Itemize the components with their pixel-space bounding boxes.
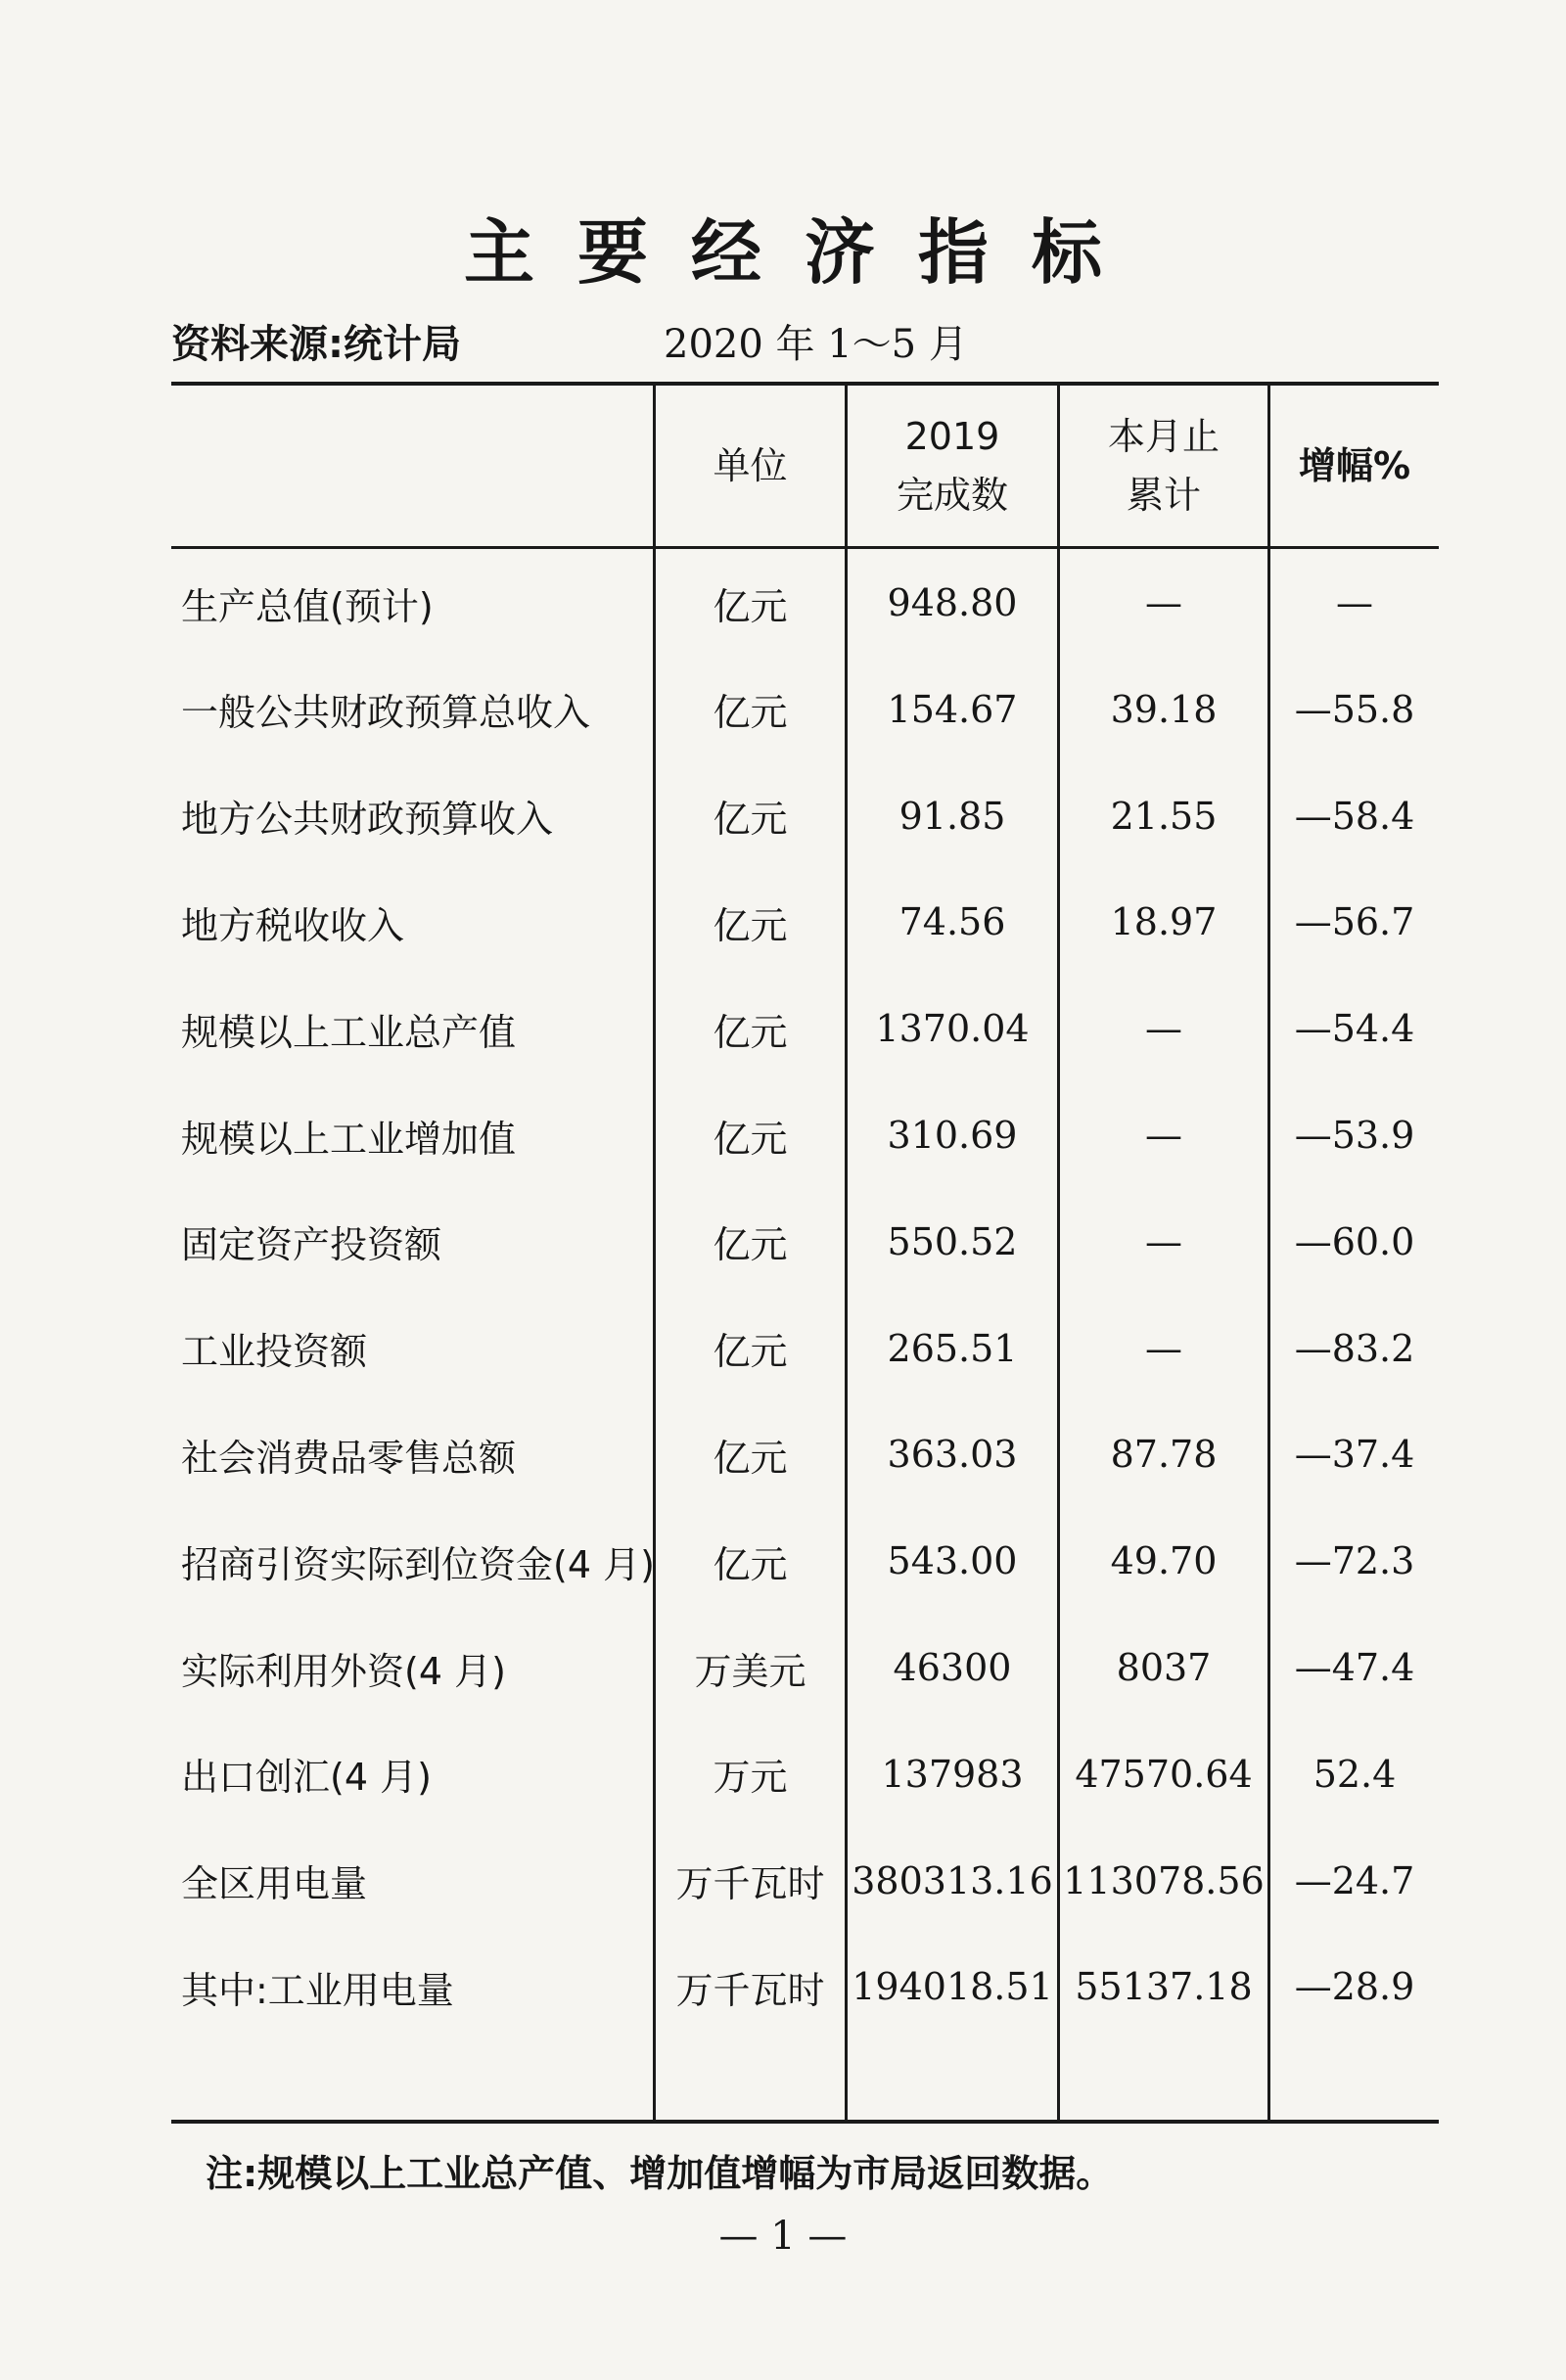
row-unit: 万元 (713, 1756, 788, 1800)
table-row (171, 1296, 1439, 1401)
row-increase-value: —37.4 (1294, 1433, 1415, 1477)
row-unit: 万千瓦时 (675, 1862, 825, 1906)
table-row (171, 1615, 1439, 1720)
row-unit: 万千瓦时 (675, 1968, 825, 2012)
row-increase-value: —58.4 (1294, 794, 1415, 838)
report-period: 2020 年 1～5 月 (664, 322, 968, 367)
page-title: 主要经济指标 (463, 210, 1145, 294)
row-name: 规模以上工业增加值 (181, 1117, 517, 1161)
row-name: 社会消费品零售总额 (181, 1436, 517, 1480)
row-unit: 亿元 (713, 1436, 788, 1480)
row-name: 实际利用外资(4 月) (181, 1649, 506, 1693)
row-2019-value: 550.52 (887, 1219, 1018, 1263)
row-cumulative-value: — (1145, 1114, 1182, 1157)
data-source: 资料来源:统计局 (171, 322, 461, 367)
row-name: 出口创汇(4 月) (181, 1756, 432, 1800)
row-2019-value: 194018.51 (852, 1965, 1053, 2009)
indicators-table (171, 382, 1439, 2124)
row-name: 工业投资额 (181, 1330, 368, 1374)
row-increase-value: —28.9 (1294, 1965, 1415, 2009)
row-name: 全区用电量 (181, 1862, 368, 1906)
row-increase-value: —56.7 (1294, 900, 1415, 944)
row-name: 地方税收收入 (181, 903, 405, 947)
row-2019-value: 363.03 (887, 1433, 1018, 1477)
row-2019-value: 948.80 (887, 581, 1018, 624)
table-row (171, 1828, 1439, 1934)
header-2019-completed (848, 386, 1057, 546)
row-2019-value: 91.85 (898, 794, 1006, 838)
table-row (171, 976, 1439, 1081)
table-row (171, 869, 1439, 975)
row-2019-value: 380313.16 (852, 1858, 1053, 1902)
row-2019-value: 74.56 (898, 900, 1006, 944)
row-cumulative-value: 18.97 (1110, 900, 1218, 944)
row-unit: 亿元 (713, 1117, 788, 1161)
row-unit: 亿元 (713, 584, 788, 628)
table-bottom-rule (171, 2120, 1439, 2124)
row-cumulative-value: — (1145, 1326, 1182, 1370)
row-2019-value: 46300 (893, 1646, 1012, 1689)
row-cumulative-value: — (1145, 581, 1182, 624)
header-cumulative-line1: 本月止 (1107, 415, 1220, 458)
row-cumulative-value: 49.70 (1110, 1539, 1218, 1583)
row-name: 固定资产投资额 (181, 1223, 442, 1267)
row-increase-value: —60.0 (1294, 1219, 1415, 1263)
row-cumulative-value: 21.55 (1110, 794, 1218, 838)
table-row (171, 550, 1439, 656)
row-increase-value: —53.9 (1294, 1114, 1415, 1157)
row-name: 规模以上工业总产值 (181, 1010, 517, 1054)
row-cumulative-value: 47570.64 (1075, 1752, 1253, 1796)
row-increase-value: — (1336, 581, 1373, 624)
header-unit: 单位 (713, 444, 788, 487)
row-2019-value: 1370.04 (875, 1007, 1030, 1051)
header-2019-line2: 完成数 (896, 474, 1008, 517)
table-header-rule (171, 546, 1439, 549)
row-name: 招商引资实际到位资金(4 月) (181, 1542, 655, 1586)
table-row (171, 1508, 1439, 1614)
row-increase-value: —55.8 (1294, 687, 1415, 731)
table-row (171, 657, 1439, 762)
row-2019-value: 154.67 (887, 687, 1018, 731)
table-row (171, 1934, 1439, 2039)
row-increase-value: 52.4 (1313, 1752, 1397, 1796)
table-row (171, 1401, 1439, 1507)
row-increase-value: —83.2 (1294, 1326, 1415, 1370)
header-2019-line1: 2019 (904, 415, 1000, 458)
row-increase-value: —54.4 (1294, 1007, 1415, 1051)
table-row (171, 1189, 1439, 1295)
row-increase-value: —24.7 (1294, 1858, 1415, 1902)
table-row (171, 1082, 1439, 1188)
header-increase: 增幅% (1298, 444, 1411, 487)
row-name: 地方公共财政预算收入 (181, 798, 554, 842)
row-cumulative-value: 113078.56 (1063, 1858, 1265, 1902)
row-name: 其中:工业用电量 (181, 1968, 454, 2012)
table-row (171, 763, 1439, 869)
row-unit: 亿元 (713, 691, 788, 735)
row-name: 一般公共财政预算总收入 (181, 691, 591, 735)
row-unit: 亿元 (713, 903, 788, 947)
page-number: — 1 — (718, 2214, 848, 2259)
row-2019-value: 137983 (881, 1752, 1024, 1796)
row-2019-value: 543.00 (887, 1539, 1018, 1583)
row-cumulative-value: 87.78 (1110, 1433, 1218, 1477)
row-name: 生产总值(预计) (181, 584, 434, 628)
row-unit: 亿元 (713, 798, 788, 842)
row-unit: 万美元 (694, 1649, 806, 1693)
row-cumulative-value: 39.18 (1110, 687, 1218, 731)
row-cumulative-value: — (1145, 1219, 1182, 1263)
row-increase-value: —72.3 (1294, 1539, 1415, 1583)
row-unit: 亿元 (713, 1223, 788, 1267)
row-unit: 亿元 (713, 1330, 788, 1374)
row-unit: 亿元 (713, 1010, 788, 1054)
row-cumulative-value: 55137.18 (1075, 1965, 1253, 2009)
row-cumulative-value: — (1145, 1007, 1182, 1051)
footnote: 注:规模以上工业总产值、增加值增幅为市局返回数据。 (206, 2152, 1114, 2195)
table-row (171, 1721, 1439, 1827)
row-2019-value: 265.51 (887, 1326, 1018, 1370)
row-unit: 亿元 (713, 1542, 788, 1586)
header-cumulative (1060, 386, 1267, 546)
header-cumulative-line2: 累计 (1126, 474, 1201, 517)
row-cumulative-value: 8037 (1116, 1646, 1212, 1689)
row-2019-value: 310.69 (887, 1114, 1018, 1157)
row-increase-value: —47.4 (1294, 1646, 1415, 1689)
